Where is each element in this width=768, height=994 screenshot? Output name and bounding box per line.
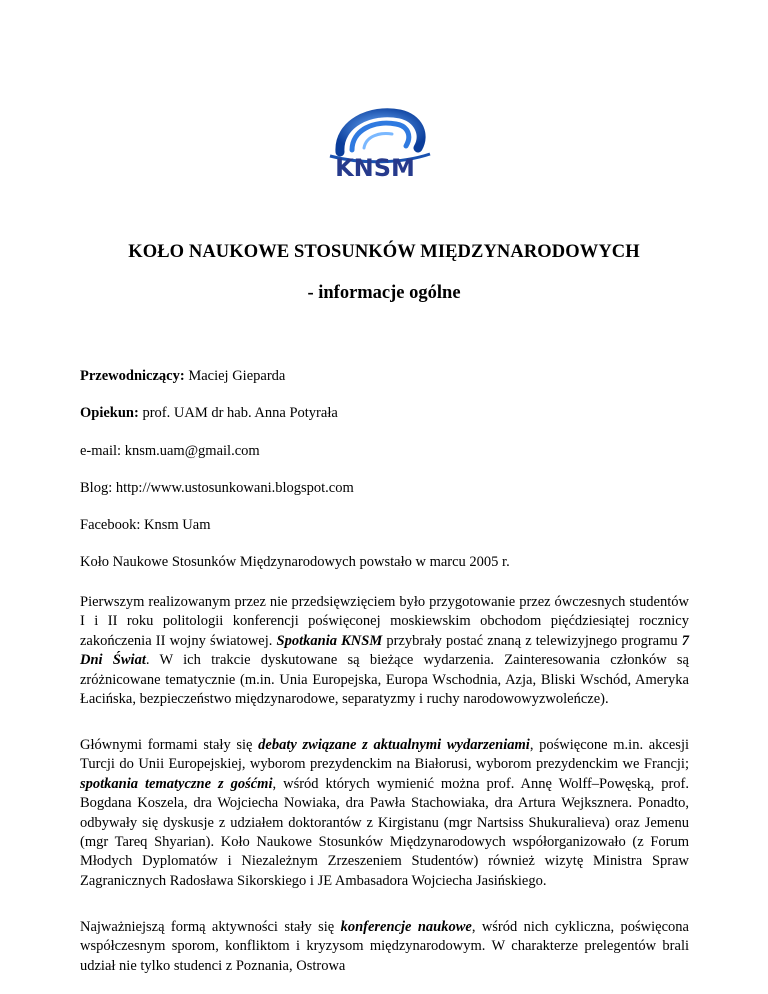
paragraph-history (80, 593, 689, 709)
emphasis-text: konferencje naukowe (340, 919, 472, 935)
text-run: . W ich trakcie dyskutowane są bieżące wydarzenia. Zainteresowania członków są zróżnicowane tematycznie (m.in. Unia Europejska, Europa Wschodnia, Azja, Bliski Wschód, Ameryka Łacińska, bezpieczeństwo międzynarodowe, separatyzmy i ruchy narodowowyzwoleńcze). (80, 652, 689, 708)
text-run: Głównymi formami stały się (80, 737, 259, 753)
guardian-line (80, 405, 338, 422)
chair-line (80, 368, 285, 385)
chair-value: Maciej Gieparda (184, 368, 286, 384)
paragraph-forms (80, 736, 689, 891)
email-line: e-mail: knsm.uam@gmail.com (80, 443, 260, 459)
facebook-line: Facebook: Knsm Uam (80, 517, 211, 533)
text-run: , wśród których wymienić można prof. Annę Wolff–Powęską, prof. Bogdana Koszela, dra Wojciecha Nowiaka, dra Pawła Stachowiaka, dra Artura Wejksznera. Ponadto, odbywały się dyskusje z udziałem doktorantów z Kirgistanu (mgr Nartsiss Shukuralieva) oraz Jemenu (mgr Tareq Shyarian). Koło Naukowe Stosunków Międzynarodowych współorganizowało (z Forum Młodych Dyplomatów i Niezależnym Zrzeszeniem Studentów) również wizytę Ministra Spraw Zagranicznych Radosława Sikorskiego i JE Ambasadora Wojciecha Jasińskiego. (80, 775, 689, 889)
knsm-logo (300, 104, 450, 184)
emphasis-text: debaty związane z aktualnymi wydarzeniami (258, 737, 530, 753)
emphasis-text: Spotkania KNSM (276, 632, 383, 649)
logo-text: KNSM (335, 154, 415, 182)
chair-label: Przewodniczący: (80, 368, 185, 384)
text-run: Pierwszym realizowanym przez nie przedsięwzięciem było przygotowanie przez ówczesnych studentów I i II roku politologii konferencji poświęconej moskiewskim obchodom pięćdziesiątej rocznicy zakończenia II wojny światowej. (80, 594, 689, 649)
text-run: przybrały postać znaną z telewizyjnego programu (382, 632, 682, 649)
emphasis-text: 7 Dni Świat (80, 632, 689, 669)
founded-line: Koło Naukowe Stosunków Międzynarodowych powstało w marcu 2005 r. (80, 554, 510, 570)
guardian-label: Opiekun: (80, 405, 139, 421)
text-run: Najważniejszą formą aktywności stały się (80, 919, 341, 935)
page-subtitle: - informacje ogólne (307, 283, 461, 303)
guardian-value: prof. UAM dr hab. Anna Potyrała (138, 405, 338, 421)
blog-line: Blog: http://www.ustosunkowani.blogspot.com (80, 480, 354, 496)
paragraph-conferences (80, 918, 689, 976)
text-run: , poświęcone m.in. akcesji Turcji do Unii Europejskiej, wyborom prezydenckim na Białorusi, wyborom prezydenckim we Francji; (80, 737, 690, 773)
page-title: KOŁO NAUKOWE STOSUNKÓW MIĘDZYNARODOWYCH (128, 242, 640, 262)
emphasis-text: spotkania tematyczne z gośćmi (80, 775, 273, 792)
text-run: , wśród nich cykliczna, poświęcona współczesnym sporom, konfliktom i kryzysom międzynarodowym. W charakterze prelegentów brali udział nie tylko studenci z Poznania, Ostrowa (80, 919, 689, 974)
globe-logo-icon (300, 104, 450, 184)
